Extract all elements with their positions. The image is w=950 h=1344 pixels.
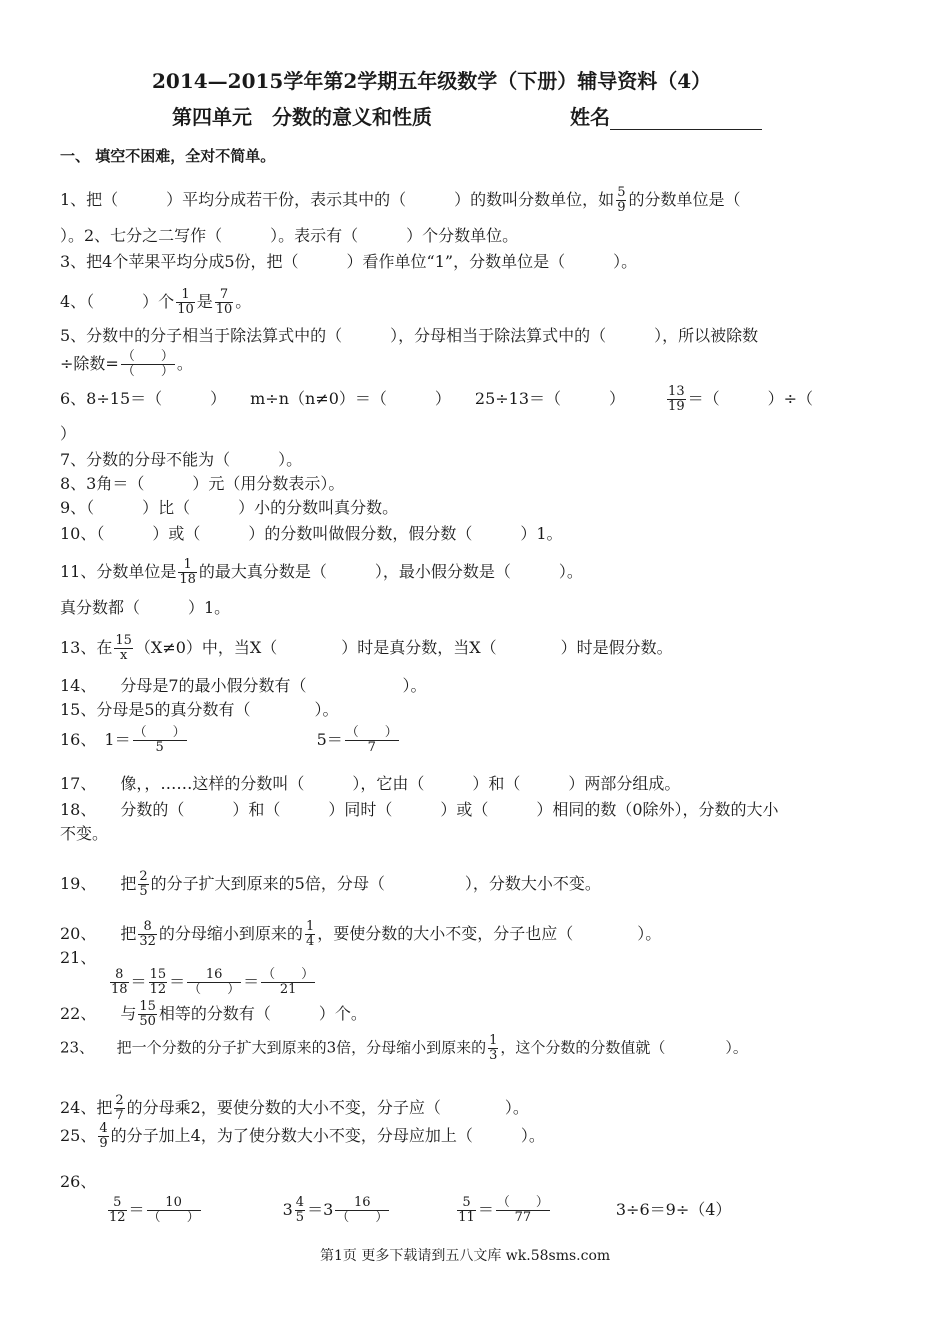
fraction-blank-blank: $\frac{( )}{( )}$ <box>121 349 174 379</box>
fraction-1-18: $\frac{1}{18}$ <box>179 557 196 587</box>
fraction-15-x: $\frac{15}{x}$ <box>115 633 132 663</box>
fraction-1-3: $\frac{1}{3}$ <box>489 1033 498 1063</box>
q10: 10、（ ）或（ ）的分数叫做假分数，假分数（ ）1。 <box>60 524 563 543</box>
fraction-4-9: $\frac{4}{9}$ <box>99 1121 108 1151</box>
q21: 21、 <box>60 948 97 967</box>
name-label: 姓名 <box>570 104 762 130</box>
title-line-1: 2014—2015学年第2学期五年级数学（下册）辅导资料（4） <box>152 69 712 93</box>
fraction-10-blank: $\frac{10}{( )}$ <box>147 1195 200 1225</box>
q26: 26、 <box>60 1172 97 1191</box>
fraction-1-10: $\frac{1}{10}$ <box>177 287 194 317</box>
q15: 15、分母是5的真分数有（ ）。 <box>60 700 339 719</box>
q16: 16、 1＝ $\frac{( )}{5}$ 5＝ $\frac{( )}{7}$ <box>60 725 398 755</box>
q13: 13、在 $\frac{15}{x}$ （X≠0）中，当X（ ）时是真分数，当X（ ）时是假分数。 <box>60 633 673 663</box>
title-line-2: 第四单元 分数的意义和性质 <box>172 105 432 129</box>
page-footer: 第1页 更多下载请到五八文库 wk.58sms.com <box>320 1248 611 1264</box>
fraction-8-32: $\frac{8}{32}$ <box>139 919 156 949</box>
q18: 18、 分数的（ ）和（ ）同时（ ）或（ ）相同的数（0除外），分数的大小 <box>60 800 779 819</box>
q5-continued: ÷除数= $\frac{( )}{( )}$ 。 <box>60 349 193 379</box>
fraction-15-12: $\frac{15}{12}$ <box>149 967 167 997</box>
q18-continued: 不变。 <box>60 824 109 843</box>
q21-equation: $\frac{8}{18}$ ＝ $\frac{15}{12}$ ＝ $\frac{16}{( )}$ ＝ $\frac{( )}{21}$ <box>111 967 315 997</box>
fraction-2-5: $\frac{2}{5}$ <box>139 869 148 899</box>
q6: 6、8÷15＝（ ） m÷n（n≠0）＝（ ） 25÷13＝（ ） $\frac{13}{19}$ ＝（ ）÷（ <box>60 384 814 414</box>
q6-continued: ） <box>60 424 77 443</box>
q25: 25、 $\frac{4}{9}$ 的分子加上4，为了使分数大小不变，分母应加上（ ）。 <box>60 1121 545 1151</box>
fraction-7-10: $\frac{7}{10}$ <box>215 287 233 317</box>
q23: 23、 把一个分数的分子扩大到原来的3倍，分母缩小到原来的 $\frac{1}{3}$ ，这个分数的分数值就（ ）。 <box>60 1033 748 1063</box>
fraction-16-blank-b: $\frac{16}{( )}$ <box>336 1195 389 1225</box>
q12: 真分数都（ ）1。 <box>60 598 231 617</box>
fraction-blank-21: $\frac{( )}{21}$ <box>262 967 315 997</box>
q20: 20、 把 $\frac{8}{32}$ 的分母缩小到原来的 $\frac{1}{4}$ ，要使分数的大小不变，分子也应（ ）。 <box>60 919 662 949</box>
fraction-blank-77: $\frac{( )}{77}$ <box>496 1195 549 1225</box>
q5: 5、分数中的分子相当于除法算式中的（ ），分母相当于除法算式中的（ ），所以被除数 <box>60 326 759 345</box>
q19: 19、 把 $\frac{2}{5}$ 的分子扩大到原来的5倍，分母（ ），分数大小不变。 <box>60 869 601 899</box>
fraction-5-12: $\frac{5}{12}$ <box>109 1195 126 1225</box>
q26-equations: $\frac{5}{12}$ ＝ $\frac{10}{( )}$ 3 $\frac{4}{5}$ ＝3 $\frac{16}{( )}$ $\frac{5}{11}$ ＝ $\frac{( )}{77}$ 3÷6＝9÷（4） <box>109 1195 732 1225</box>
fraction-5-11: $\frac{5}{11}$ <box>458 1195 475 1225</box>
fraction-blank-7: $\frac{( )}{7}$ <box>345 725 398 755</box>
q24: 24、把 $\frac{2}{7}$ 的分母乘2，要使分数的大小不变，分子应（ ）。 <box>60 1093 529 1123</box>
q8: 8、3角＝（ ）元（用分数表示）。 <box>60 474 345 493</box>
fraction-blank-5: $\frac{( )}{5}$ <box>133 725 186 755</box>
q4: 4、（ ）个 $\frac{1}{10}$ 是 $\frac{7}{10}$ 。 <box>60 287 252 317</box>
fraction-2-7: $\frac{2}{7}$ <box>115 1093 124 1123</box>
fraction-16-blank: $\frac{16}{( )}$ <box>188 967 241 997</box>
fraction-15-50: $\frac{15}{50}$ <box>139 999 156 1029</box>
q17: 17、 像，，……这样的分数叫（ ），它由（ ）和（ ）两部分组成。 <box>60 774 681 793</box>
fraction-13-19: $\frac{13}{19}$ <box>668 384 685 414</box>
q14: 14、 分母是7的最小假分数有（ ）。 <box>60 676 427 695</box>
q3: 3、把4个苹果平均分成5份，把（ ）看作单位“1”，分数单位是（ ）。 <box>60 252 638 271</box>
section-heading: 一、 填空不困难，全对不简单。 <box>60 147 276 165</box>
fraction-5-9: $\frac{5}{9}$ <box>617 185 626 215</box>
fraction-1-4: $\frac{1}{4}$ <box>305 919 315 949</box>
fraction-4-5: $\frac{4}{5}$ <box>295 1195 305 1225</box>
q9: 9、（ ）比（ ）小的分数叫真分数。 <box>60 498 399 517</box>
q22: 22、 与 $\frac{15}{50}$ 相等的分数有（ ）个。 <box>60 999 367 1029</box>
fraction-8-18: $\frac{8}{18}$ <box>111 967 128 997</box>
q1-continued: ）。2、七分之二写作（ ）。表示有（ ）个分数单位。 <box>60 226 519 245</box>
name-blank[interactable] <box>610 111 762 130</box>
q11: 11、分数单位是 $\frac{1}{18}$ 的最大真分数是（ ），最小假分数是（ ）。 <box>60 557 583 587</box>
q7: 7、分数的分母不能为（ ）。 <box>60 450 303 469</box>
q1: 1、把（ ）平均分成若干份，表示其中的（ ）的数叫分数单位，如 $\frac{5}{9}$ 的分数单位是（ <box>60 185 741 215</box>
